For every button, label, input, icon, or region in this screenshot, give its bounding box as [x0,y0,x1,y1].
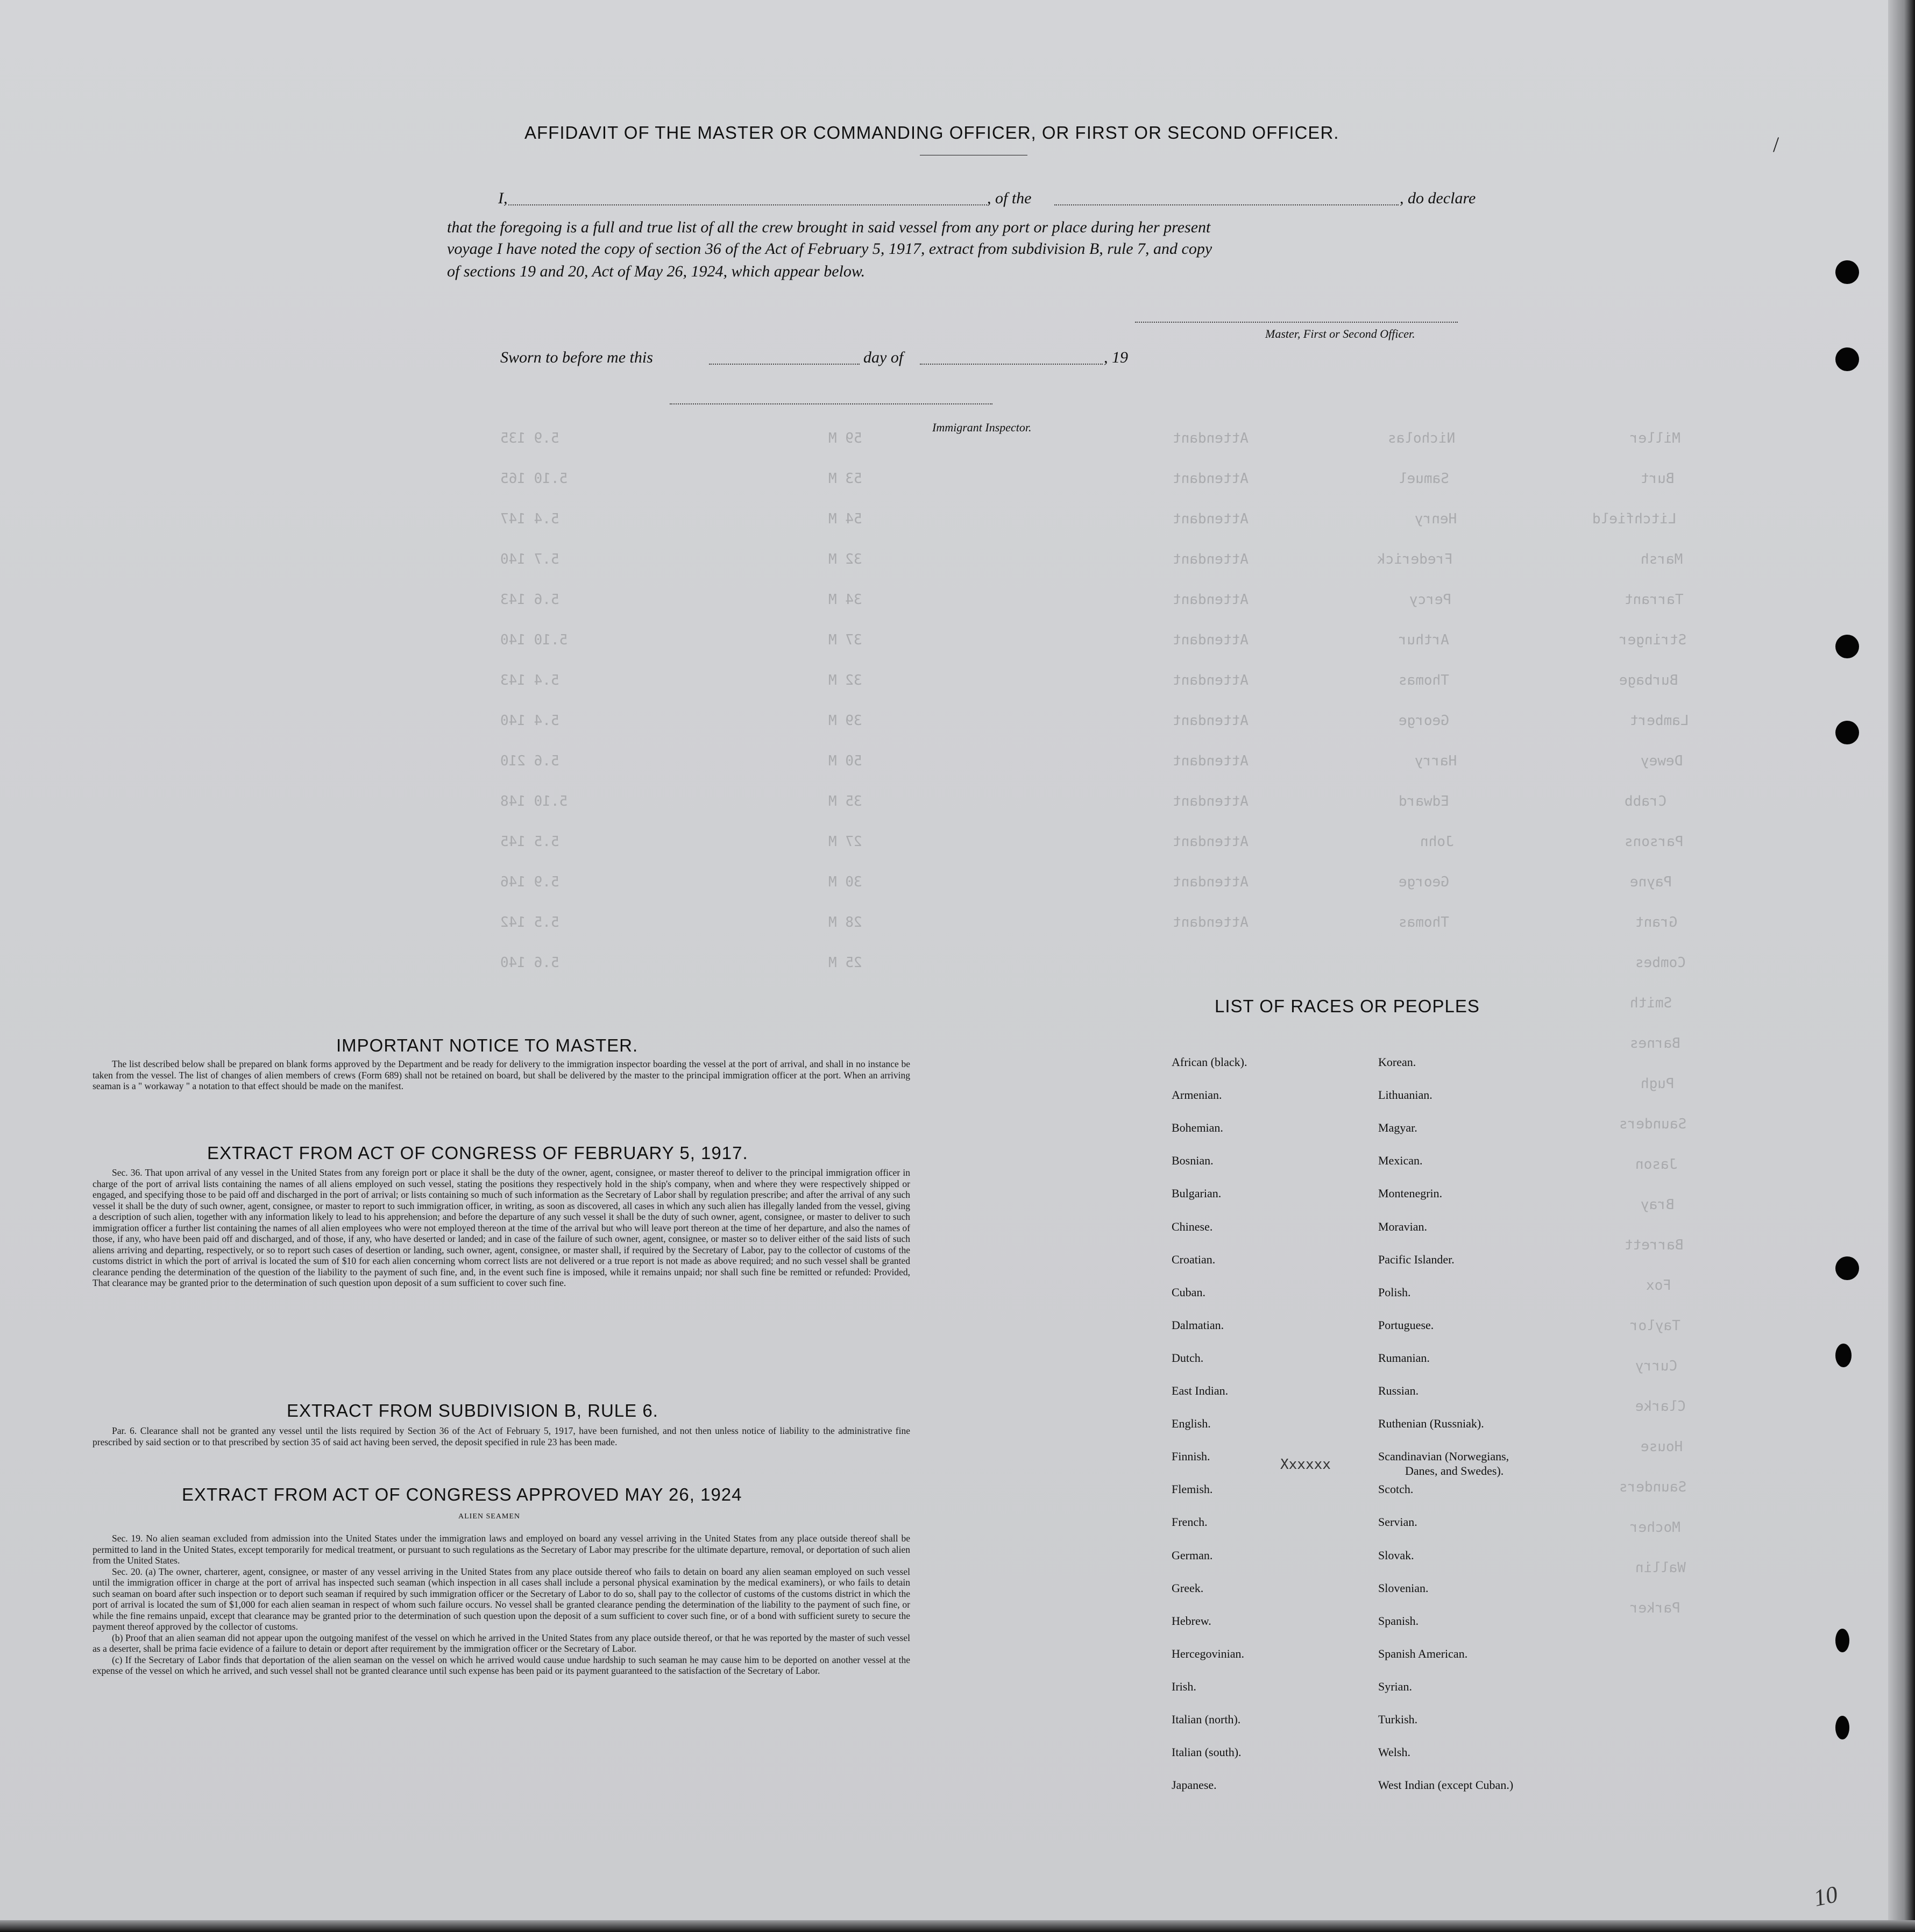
extract-1917-text [93,1167,910,1289]
race-right-continuation: Danes, and Swedes). [1405,1464,1504,1478]
affidavit-i: I, [498,189,508,207]
race-item: Bohemian. [1172,1121,1223,1135]
race-item: Welsh. [1378,1745,1410,1759]
sec20a-paragraph: Sec. 20. (a) The owner, charterer, agent, consignee, or master of any vessel arriving in the United States from any place outside thereof who fails to detain on board any alien seaman employed on such vessel until the immigration officer in charge at the port of arrival has inspected such seaman (which inspection in all cases shall include a personal physical examination by the medical examiners), or who fails to detain such seaman on board after such inspection or to deport such seaman if required by such immigration officer or the Secretary of Labor to do so, shall pay to the collector of customs of the customs district in which the port of arrival is located the sum of $1,000 for each alien seaman in respect of whom such failure occurs. No vessel shall be granted clearance pending the determination of the liability to the payment of such fine, or while the fine remains unpaid, except that clearance may be granted prior to the determination of such question upon the deposit of a sum sufficient to cover such fine, or of a bond with sufficient surety to secure the payment thereof approved by the collector of customs. [93,1566,910,1632]
binder-hole [1835,1256,1859,1280]
master-signature-label: Master, First or Second Officer. [1265,327,1415,340]
declarant-name-line[interactable] [508,204,987,205]
affidavit-line-2: that the foregoing is a full and true list of all the crew brought in said vessel from any port or place during her present [447,218,1211,236]
binder-hole [1835,721,1859,744]
typed-overstrike: Xxxxxx [1280,1457,1331,1473]
binder-hole [1835,635,1859,658]
race-item: Dalmatian. [1172,1318,1224,1332]
race-item: Croatian. [1172,1252,1216,1266]
extract-1917-title: EXTRACT FROM ACT OF CONGRESS OF FEBRUARY 5, 1917. [207,1143,748,1163]
sworn-month-line[interactable] [920,364,1103,365]
vessel-name-line[interactable] [1054,204,1399,205]
binder-hole [1835,347,1859,371]
race-item: Servian. [1378,1515,1417,1529]
sworn-year: , 19 [1104,349,1128,366]
race-item: Hercegovinian. [1172,1646,1244,1660]
affidavit-do-declare: , do declare [1400,189,1476,207]
race-item: Finnish. [1172,1450,1210,1464]
notice-text [93,1059,910,1092]
inspector-label: Immigrant Inspector. [932,421,1032,434]
race-item: German. [1172,1548,1213,1562]
sec20c-paragraph: (c) If the Secretary of Labor finds that deportation of the alien seaman on the vessel on which he arrived would cause undue hardship to such seaman he may cause him to be deported on another vessel at the expense of the vessel on which he arrived, and such vessel shall not be granted clearance until such expense has been paid or its payment guaranteed to the satisfaction of the Secretary of Labor. [93,1654,910,1676]
race-item: Italian (south). [1172,1745,1242,1759]
race-item: Moravian. [1378,1219,1428,1233]
race-item: Spanish American. [1378,1646,1468,1660]
race-item: Hebrew. [1172,1614,1211,1628]
affidavit-line-3: voyage I have noted the copy of section 36 of the Act of February 5, 1917, extract from subdivision B, rule 7, and copy [447,240,1212,258]
extract-1924-title: EXTRACT FROM ACT OF CONGRESS APPROVED MAY 26, 1924 [182,1484,742,1504]
sec19-paragraph: Sec. 19. No alien seaman excluded from admission into the United States under the immigration laws and employed on board any vessel arriving in the United States from any place outside thereof shall be permitted to land in the United States, except temporarily for medical treatment, or pursuant to such regulations as the Secretary of Labor may prescribe for the ultimate departure, removal, or deportation of such alien from the United States. [93,1533,910,1566]
race-item: Montenegrin. [1378,1187,1443,1201]
race-item: Irish. [1172,1679,1196,1693]
binder-hole [1835,1716,1849,1739]
race-item: Ruthenian (Russniak). [1378,1417,1484,1431]
race-item: French. [1172,1515,1208,1529]
race-item: Bosnian. [1172,1154,1214,1168]
master-signature-line[interactable] [1135,322,1458,323]
binder-hole [1835,1629,1849,1652]
race-item: Bulgarian. [1172,1187,1222,1201]
extract-rule6-title: EXTRACT FROM SUBDIVISION B, RULE 6. [287,1401,658,1420]
race-item: Japanese. [1172,1778,1217,1792]
race-item: Mexican. [1378,1154,1423,1168]
par6-paragraph: Par. 6. Clearance shall not be granted any vessel until the lists required by Section 36 of the Act of February 5, 1917, have been furnished, and not then unless notice of liability to the administrative fine prescribed by said section or to that prescribed by section 35 of said act having been served, the deposit specified in rule 23 has been made. [93,1425,910,1447]
page-bottom-edge [0,1920,1915,1932]
extract-rule6-text [93,1425,910,1447]
page-edge [1888,0,1915,1932]
race-item: Chinese. [1172,1219,1213,1233]
race-item: Russian. [1378,1384,1419,1397]
race-item: Flemish. [1172,1482,1213,1496]
sworn-day-line[interactable] [709,364,860,365]
race-item: English. [1172,1417,1211,1431]
sec36-paragraph: Sec. 36. That upon arrival of any vessel in the United States from any foreign port or place it shall be the duty of the owner, agent, consignee, or master thereof to deliver to the principal immigration officer in charge of the port of arrival lists containing the names of all aliens employed on such vessel, stating the positions they respectively hold in the ship's company, when and where they were respectively shipped or engaged, and specifying those to be paid off and discharged in the port of arrival; or lists containing so much of such information as the Secretary of Labor shall by regulation prescribe; and after the arrival of any such vessel it shall be the duty of such owner, agent, consignee, or master to report to such immigration officer, in writing, as soon as discovered, all cases in which any such alien has illegally landed from the vessel, giving a description of such alien, together with any information likely to lead to his apprehension; and before the departure of any such vessel it shall be the duty of such owner, agent, consignee, or master to deliver to such immigration officer a further list containing the names of all alien employees who were not employed thereon at the time of the arrival but who will leave port thereon at the time of her departure, and also the names of those, if any, who have been paid off and discharged, and of those, if any, who have deserted or landed; and in case of the failure of such owner, agent, consignee, or master so to deliver either of the said lists of such aliens arriving and departing, respectively, or so to report such cases of desertion or landing, such owner, agent, consignee, or master shall, if required by the Secretary of Labor, pay to the collector of customs of the customs district in which the port of arrival is located the sum of $10 for each alien concerning whom correct lists are not delivered or a true report is not made as above required; and no such vessel shall be granted clearance pending the determination of the question of the liability to the payment of such fine, and, in the event such fine is imposed, while it remains unpaid; nor shall such fine be remitted or refunded: Provided, That clearance may be granted prior to the determination of such question upon deposit of a sum sufficient to cover such fine. [93,1167,910,1288]
notice-title: IMPORTANT NOTICE TO MASTER. [336,1035,639,1055]
affidavit-of-the: , of the [987,189,1032,207]
affidavit-title: AFFIDAVIT OF THE MASTER OR COMMANDING OFFICER, OR FIRST OR SECOND OFFICER. [524,123,1339,143]
race-item: Portuguese. [1378,1318,1434,1332]
page-number: 10 [1811,1880,1840,1912]
race-item: Rumanian. [1378,1351,1430,1365]
race-item: Magyar. [1378,1121,1417,1135]
sworn-day-of: day of [863,349,904,366]
binder-hole [1835,1344,1852,1367]
race-item: Slovak. [1378,1548,1414,1562]
race-item: Turkish. [1378,1713,1418,1726]
sworn-text: Sworn to before me this [500,349,653,366]
race-item: African (black). [1172,1055,1247,1069]
race-item: East Indian. [1172,1384,1229,1397]
extract-1924-text [93,1533,910,1677]
race-item: Lithuanian. [1378,1088,1432,1102]
race-item: Pacific Islander. [1378,1252,1455,1266]
race-item: Korean. [1378,1055,1416,1069]
race-item: Polish. [1378,1285,1411,1299]
pen-mark: / [1773,132,1779,157]
binder-hole [1835,260,1859,284]
alien-seamen-subtitle: ALIEN SEAMEN [458,1512,521,1521]
inspector-signature-line[interactable] [670,403,992,404]
race-item: Slovenian. [1378,1581,1429,1595]
race-item: Scandinavian (Norwegians, [1378,1450,1509,1464]
affidavit-line-4: of sections 19 and 20, Act of May 26, 1924, which appear below. [447,262,866,280]
race-item: Scotch. [1378,1482,1414,1496]
race-item: Syrian. [1378,1679,1412,1693]
race-item: Italian (north). [1172,1713,1241,1726]
races-title: LIST OF RACES OR PEOPLES [1215,996,1480,1016]
notice-paragraph: The list described below shall be prepared on blank forms approved by the Department and be ready for delivery to the immigration inspector boarding the vessel at the port of arrival, and shall in no instance be taken from the vessel. The list of changes of alien members of crews (Form 689) shall not be retained on board, but shall be delivered by the master to the principal immigration officer at the port. When an arriving seaman is a " workaway " a notation to that effect should be made on the manifest. [93,1059,910,1091]
race-item: Cuban. [1172,1285,1205,1299]
race-item: Dutch. [1172,1351,1204,1365]
race-item: Spanish. [1378,1614,1419,1628]
race-item: West Indian (except Cuban.) [1378,1778,1514,1792]
sec20b-paragraph: (b) Proof that an alien seaman did not appear upon the outgoing manifest of the vessel on which he arrived in the United States from any place outside thereof, or that he was reported by the master of such vessel as a deserter, shall be prima facie evidence of a failure to detain or deport after requirement by the immigration officer or the Secretary of Labor. [93,1632,910,1654]
race-item: Armenian. [1172,1088,1222,1102]
race-item: Greek. [1172,1581,1204,1595]
